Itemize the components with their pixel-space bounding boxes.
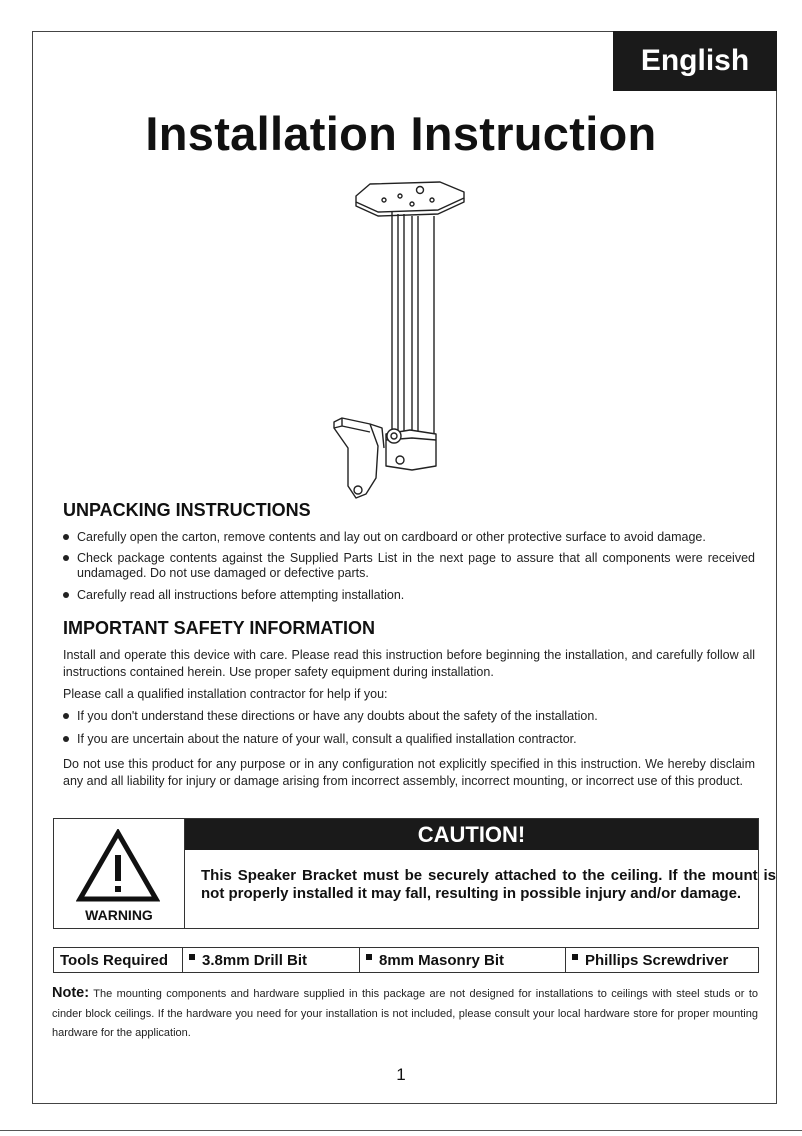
- bullet-icon: [63, 534, 69, 540]
- list-item: [63, 709, 755, 724]
- bullet-icon: [63, 736, 69, 742]
- tools-required-row: [53, 947, 759, 973]
- square-bullet-icon: [189, 954, 195, 960]
- page-number: 1: [396, 1065, 406, 1084]
- bullet-icon: [63, 555, 69, 561]
- safety-call-line: Please call a qualified installation contractor for help if you:: [63, 687, 388, 701]
- caution-header: CAUTION!: [185, 819, 758, 850]
- language-tab: English: [613, 31, 777, 91]
- square-bullet-icon: [366, 954, 372, 960]
- list-item-text: Carefully open the carton, remove contents and lay out on cardboard or other protective surface to avoid damage.: [77, 530, 706, 544]
- list-item-text: If you don't understand these directions or have any doubts about the safety of the installation.: [77, 709, 598, 723]
- warning-cell: [54, 819, 185, 928]
- safety-list: [63, 709, 755, 747]
- square-bullet-icon: [572, 954, 578, 960]
- list-item: [63, 732, 755, 747]
- list-item: [63, 530, 755, 545]
- note-label: Note:: [52, 985, 90, 1001]
- warning-label: WARNING: [85, 907, 153, 923]
- unpacking-list: [63, 530, 755, 603]
- list-item: [63, 588, 755, 603]
- safety-heading: IMPORTANT SAFETY INFORMATION: [63, 618, 375, 638]
- note-paragraph: [52, 984, 758, 1044]
- tool-item: [183, 948, 360, 972]
- bullet-icon: [63, 592, 69, 598]
- list-item-text: Carefully read all instructions before attempting installation.: [77, 588, 405, 602]
- warning-triangle-icon: [76, 829, 160, 903]
- tool-item-text: 8mm Masonry Bit: [379, 951, 505, 969]
- tool-item: [360, 948, 566, 972]
- safety-intro: Install and operate this device with care. Please read this instruction before beginning the installation, and carefully follow all instructions contained herein. Use proper safety equipment during installation.: [63, 648, 755, 679]
- tool-item-text: Phillips Screwdriver: [585, 951, 729, 969]
- tool-item: [566, 948, 758, 972]
- page-title: Installation Instruction: [145, 107, 657, 160]
- tool-item-text: 3.8mm Drill Bit: [202, 951, 308, 969]
- bottom-rule: [0, 1130, 802, 1131]
- caution-box: [53, 818, 776, 929]
- unpacking-heading: UNPACKING INSTRUCTIONS: [63, 500, 311, 520]
- list-item-text: Check package contents against the Supplied Parts List in the next page to assure that all components were received undamaged. Do not use damaged or defective parts.: [77, 551, 755, 580]
- list-item: [63, 551, 755, 581]
- safety-disclaimer: Do not use this product for any purpose or in any configuration not explicitly specified in this instruction. We hereby disclaim any and all liability for injury or damage arising from incorrect assembly, incorrect mounting, or incorrect use of this product.: [63, 757, 755, 788]
- tools-label: Tools Required: [54, 948, 183, 972]
- caution-text: This Speaker Bracket must be securely attached to the ceiling. If the mount is not properly installed it may fall, resulting in possible injury and/or damage.: [201, 867, 776, 902]
- bullet-icon: [63, 713, 69, 719]
- speaker-bracket-illustration: [320, 178, 490, 508]
- note-text: The mounting components and hardware supplied in this package are not designed for installations to ceilings with steel studs or to cinder block ceilings. If the hardware you need for your installation is not included, please consult your local hardware store for proper mounting hardware for the application.: [52, 988, 758, 1039]
- list-item-text: If you are uncertain about the nature of your wall, consult a qualified installation contractor.: [77, 732, 577, 746]
